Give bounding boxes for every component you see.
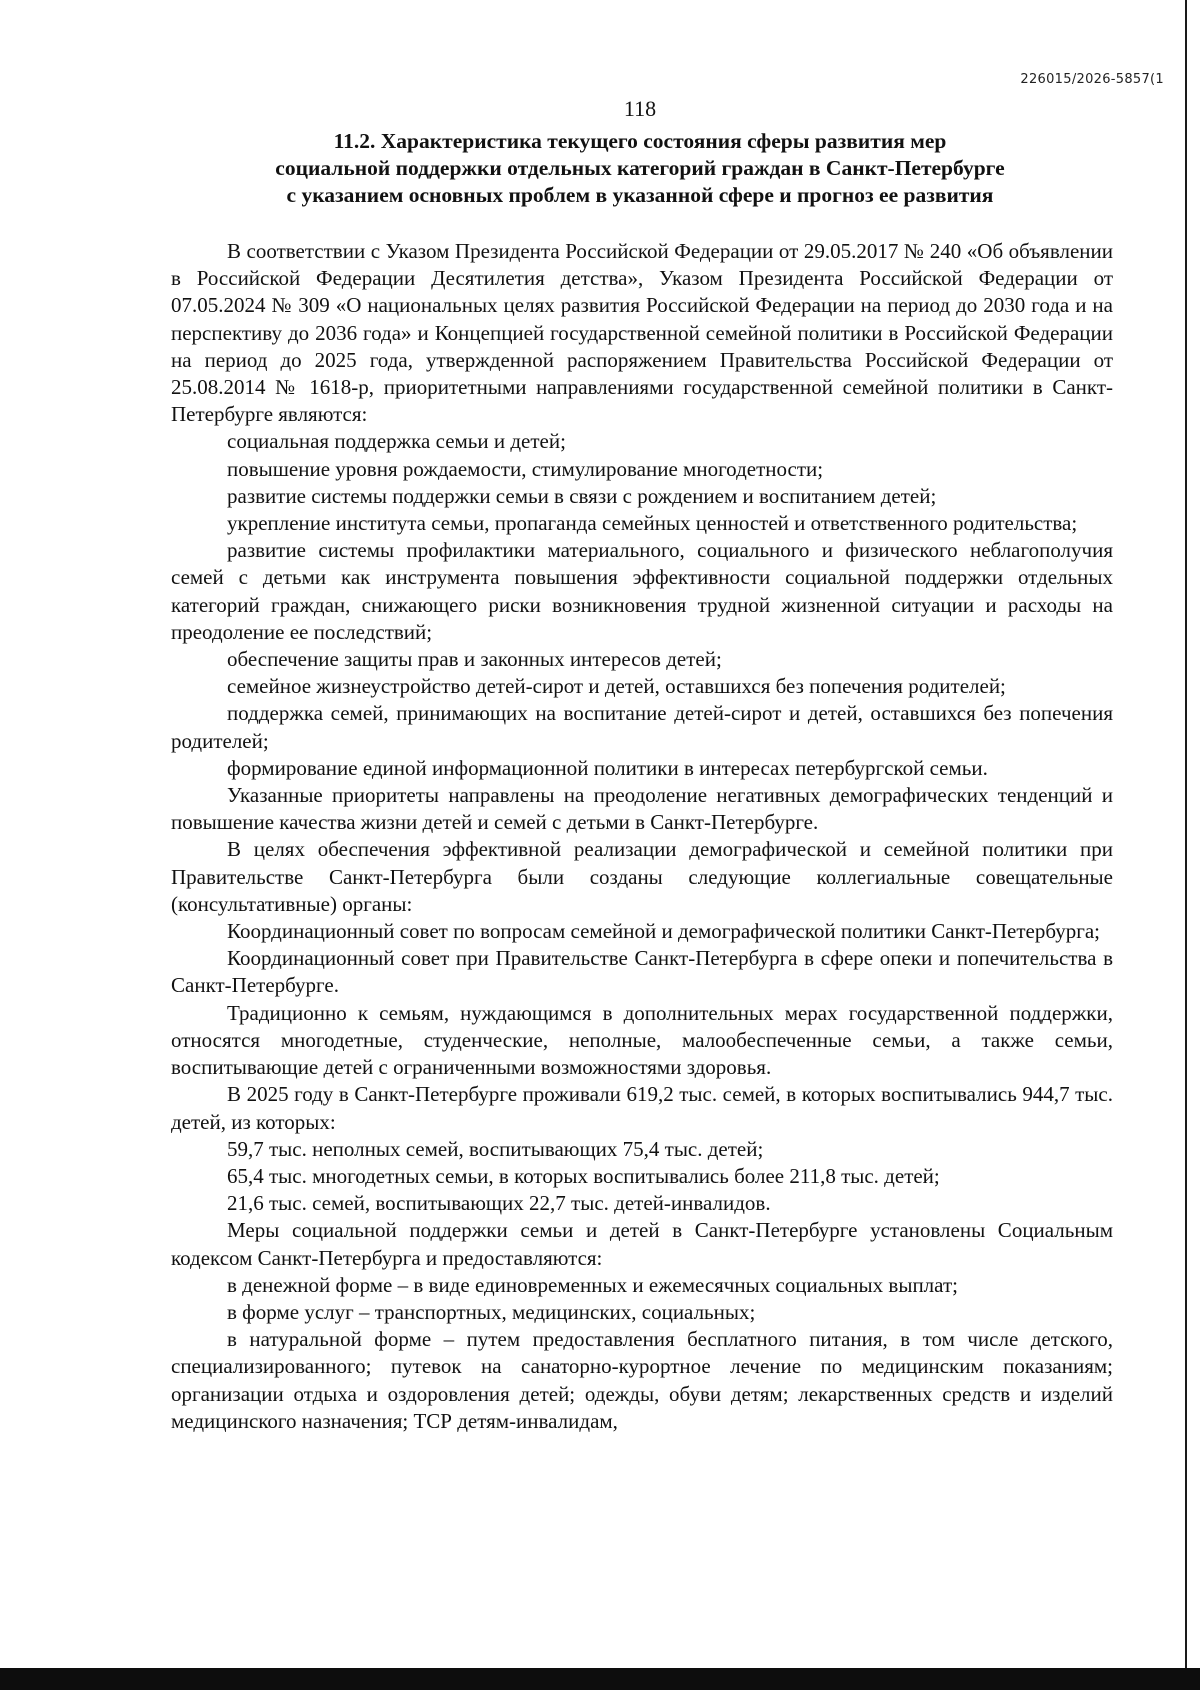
list-item: 21,6 тыс. семей, воспитывающих 22,7 тыс. детей-инвалидов. (227, 1191, 771, 1216)
document-registration-number: 226015/2026-5857(1 (1020, 72, 1164, 87)
list-item: поддержка семей, принимающих на воспитание детей-сирот и детей, оставшихся без попечения родителей; (171, 701, 1113, 753)
list-item: Координационный совет по вопросам семейной и демографической политики Санкт-Петербурга; (227, 919, 1101, 944)
heading-line: с указанием основных проблем в указанной сфере и прогноз ее развития (286, 183, 994, 207)
list-item: 65,4 тыс. многодетных семьи, в которых воспитывались более 211,8 тыс. детей; (227, 1163, 940, 1188)
scan-bottom-band (0, 1668, 1200, 1690)
heading-line: 11.2. Характеристика текущего состояния сферы развития мер (333, 129, 947, 153)
paragraph: Меры социальной поддержки семьи и детей в Санкт-Петербурге установлены Социальным кодексом Санкт-Петербурга и предоставляются: (171, 1218, 1113, 1270)
paragraph: Указанные приоритеты направлены на преодоление негативных демографических тенденций и повышение качества жизни детей и семей с детьми в Санкт-Петербурге. (171, 783, 1113, 835)
list-item: в натуральной форме – путем предоставления бесплатного питания, в том числе детского, специализированного; путевок на санаторно-курортное лечение по медицинским показаниям; организации отдыха и оздоровления детей; одежды, обуви детям; лекарственных средств и изделий медицинского назначения; ТСР детям-инвалидам, (171, 1327, 1113, 1433)
list-item: в форме услуг – транспортных, медицинских, социальных; (227, 1299, 756, 1324)
scan-edge-line (1185, 0, 1187, 1690)
paragraph: Традиционно к семьям, нуждающимся в дополнительных мерах государственной поддержки, относятся многодетные, студенческие, неполные, малообеспеченные семьи, а также семьи, воспитывающие детей с ограниченными возможностями здоровья. (171, 1000, 1113, 1080)
list-item: социальная поддержка семьи и детей; (227, 429, 566, 454)
page-number: 118 (623, 96, 657, 121)
list-item: семейное жизнеустройство детей-сирот и детей, оставшихся без попечения родителей; (227, 674, 1006, 699)
paragraph-intro: В соответствии с Указом Президента Российской Федерации от 29.05.2017 № 240 «Об объявлении в Российской Федерации Десятилетия детства», Указом Президента Российской Федерации от 07.05.2024 № 309 «О национальных целях развития Российской Федерации на период до 2030 года и на перспективу до 2036 года» и Концепцией государственной семейной политики в Российской Федерации на период до 2025 года, утвержденной распоряжением Правительства Российской Федерации от 25.08.2014 № 1618-р, приоритетными направлениями государственной семейной политики в Санкт-Петербурге являются: (171, 239, 1113, 427)
list-item: повышение уровня рождаемости, стимулирование многодетности; (227, 456, 824, 481)
list-item: 59,7 тыс. неполных семей, воспитывающих 75,4 тыс. детей; (227, 1136, 764, 1161)
heading-line: социальной поддержки отдельных категорий граждан в Санкт-Петербурге (275, 156, 1005, 180)
list-item: Координационный совет при Правительстве Санкт-Петербурга в сфере опеки и попечительства в Санкт-Петербурге. (171, 946, 1113, 998)
list-item: формирование единой информационной политики в интересах петербургской семьи. (227, 755, 988, 780)
document-body (171, 238, 1113, 1435)
paragraph: В 2025 году в Санкт-Петербурге проживали 619,2 тыс. семей, в которых воспитывались 944,7 тыс. детей, из которых: (171, 1082, 1113, 1134)
list-item: обеспечение защиты прав и законных интересов детей; (227, 647, 722, 672)
list-item: развитие системы поддержки семьи в связи с рождением и воспитанием детей; (227, 483, 937, 508)
list-item: развитие системы профилактики материального, социального и физического неблагополучия семей с детьми как инструмента повышения эффективности социальной поддержки отдельных категорий граждан, снижающего риски возникновения трудной жизненной ситуации и расходы на преодоление ее последствий; (171, 538, 1113, 644)
list-item: в денежной форме – в виде единовременных и ежемесячных социальных выплат; (227, 1272, 958, 1297)
section-heading (170, 128, 1110, 209)
list-item: укрепление института семьи, пропаганда семейных ценностей и ответственного родительства; (227, 511, 1078, 536)
paragraph: В целях обеспечения эффективной реализации демографической и семейной политики при Правительстве Санкт-Петербурга были созданы следующие коллегиальные совещательные (консультативные) органы: (171, 837, 1113, 916)
